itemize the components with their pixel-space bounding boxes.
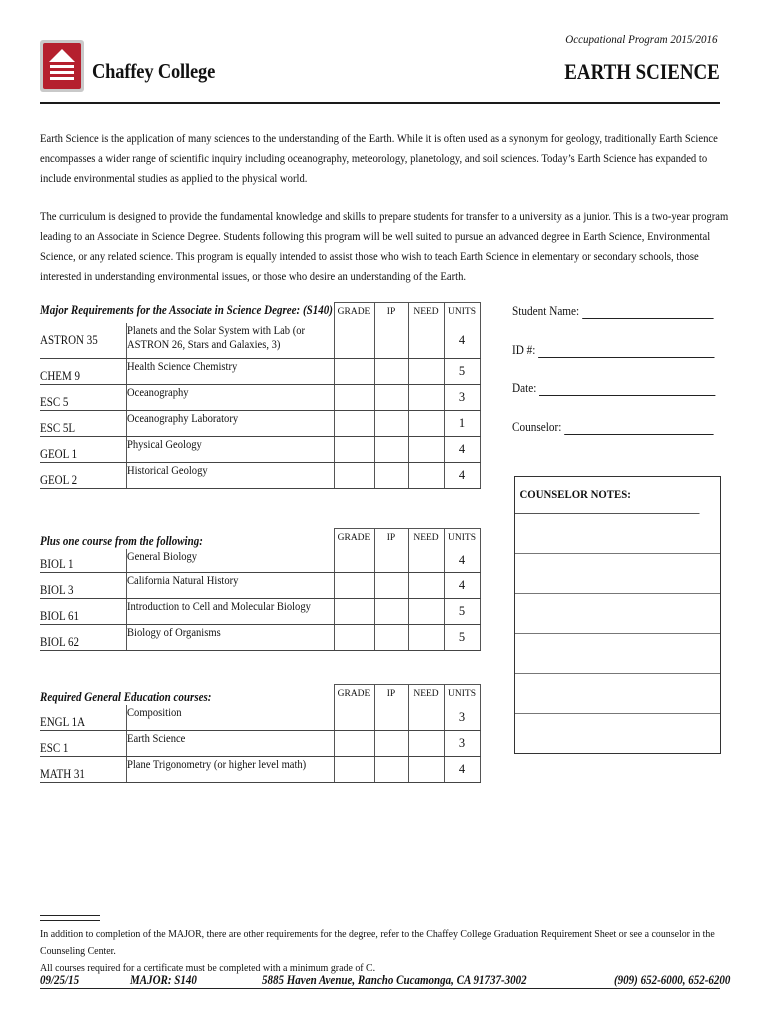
elective-section-title: Plus one course from the following: <box>40 533 203 548</box>
col-ip: IP <box>374 303 408 323</box>
units-value: 5 <box>444 359 480 385</box>
col-grade: GRADE <box>334 685 374 705</box>
grade-cell[interactable] <box>334 549 374 573</box>
course-name: California Natural History <box>126 573 238 587</box>
course-name: Planets and the Solar System with Lab (or <box>126 322 305 337</box>
ip-cell[interactable] <box>374 731 408 757</box>
footnote-divider <box>40 915 100 921</box>
grade-cell[interactable] <box>334 731 374 757</box>
ip-cell[interactable] <box>374 359 408 385</box>
footer-phone: (909) 652-6000, 652-6200 <box>614 973 731 987</box>
need-cell[interactable] <box>408 625 444 651</box>
ip-cell[interactable] <box>374 411 408 437</box>
table-row <box>40 411 480 437</box>
grade-cell[interactable] <box>334 573 374 599</box>
counselor-field[interactable] <box>512 420 714 435</box>
course-code: GEOL 2 <box>40 473 78 487</box>
units-value: 4 <box>444 757 480 783</box>
college-name: Chaffey College <box>92 59 216 83</box>
table-row <box>40 385 480 411</box>
ip-cell[interactable] <box>374 463 408 489</box>
notes-line[interactable] <box>515 554 720 594</box>
col-ip: IP <box>374 529 408 549</box>
units-value: 4 <box>444 573 480 599</box>
course-name: Earth Science <box>126 731 185 745</box>
course-name: Historical Geology <box>126 463 208 477</box>
course-name: Composition <box>126 704 182 719</box>
footer-rule <box>40 988 720 989</box>
grade-cell[interactable] <box>334 411 374 437</box>
col-grade: GRADE <box>334 303 374 323</box>
counselor-notes-box[interactable] <box>514 476 721 754</box>
course-name: Introduction to Cell and Molecular Biology <box>126 599 311 613</box>
col-units: UNITS <box>444 685 480 705</box>
table-row <box>40 599 480 625</box>
student-id-label: ID #: <box>512 343 536 357</box>
notes-line[interactable] <box>515 514 720 554</box>
major-requirements-table <box>40 302 481 489</box>
need-cell[interactable] <box>408 573 444 599</box>
units-value: 3 <box>444 385 480 411</box>
footer-date: 09/25/15 <box>40 973 80 987</box>
student-name-field[interactable] <box>512 304 713 319</box>
footer-address: 5885 Haven Avenue, Rancho Cucamonga, CA 91737-3002 <box>262 973 527 987</box>
course-name: Health Science Chemistry <box>126 359 237 373</box>
major-section-title: Major Requirements for the Associate in Science Degree: (S140) <box>40 302 333 317</box>
grade-cell[interactable] <box>334 625 374 651</box>
grade-cell[interactable] <box>334 757 374 783</box>
course-code: MATH 31 <box>40 767 85 781</box>
col-need: NEED <box>408 529 444 549</box>
date-line[interactable] <box>539 383 715 396</box>
col-units: UNITS <box>444 529 480 549</box>
intro-paragraph-1: Earth Science is the application of many sciences to the understanding of the Earth. While it is often used as a synonym for geology, traditionally Earth Science encompasses a wider range of scientific inquiry including oceanography, meteorology, planetology, and soil sciences. Today’s Earth Science has expanded to include environmental studies as applied to the physical world. <box>40 131 718 185</box>
ip-cell[interactable] <box>374 549 408 573</box>
footnote <box>40 926 724 977</box>
table-row <box>40 323 480 359</box>
course-name: Oceanography Laboratory <box>126 411 238 425</box>
chaffey-logo <box>40 40 84 92</box>
grade-cell[interactable] <box>334 463 374 489</box>
notes-line[interactable] <box>515 674 720 714</box>
table-row <box>40 757 480 783</box>
ip-cell[interactable] <box>374 599 408 625</box>
col-need: NEED <box>408 685 444 705</box>
footer-major: MAJOR: S140 <box>130 973 197 987</box>
counselor-label: Counselor: <box>512 420 562 434</box>
grade-cell[interactable] <box>334 437 374 463</box>
need-cell[interactable] <box>408 359 444 385</box>
elective-table <box>40 528 481 651</box>
ip-cell[interactable] <box>374 625 408 651</box>
footnote-line-1: In addition to completion of the MAJOR, there are other requirements for the degree, refer to the Chaffey College Graduation Requirement Sheet or see a counselor in the Counseling Center. <box>40 928 715 957</box>
course-code: CHEM 9 <box>40 369 81 383</box>
grade-cell[interactable] <box>334 359 374 385</box>
need-cell[interactable] <box>408 463 444 489</box>
need-cell[interactable] <box>408 549 444 573</box>
course-code: ESC 1 <box>40 741 69 755</box>
col-ip: IP <box>374 685 408 705</box>
ip-cell[interactable] <box>374 437 408 463</box>
program-year: Occupational Program 2015/2016 <box>565 32 718 46</box>
table-row <box>40 549 480 573</box>
need-cell[interactable] <box>408 437 444 463</box>
table-row <box>40 731 480 757</box>
ip-cell[interactable] <box>374 573 408 599</box>
header-rule <box>40 102 720 104</box>
need-cell[interactable] <box>408 731 444 757</box>
col-grade: GRADE <box>334 529 374 549</box>
course-name: Oceanography <box>126 385 189 399</box>
grade-cell[interactable] <box>334 323 374 359</box>
general-ed-table <box>40 684 481 783</box>
need-cell[interactable] <box>408 385 444 411</box>
units-value: 4 <box>444 437 480 463</box>
student-id-field[interactable] <box>512 343 715 358</box>
table-row <box>40 437 480 463</box>
course-code: GEOL 1 <box>40 447 78 461</box>
units-value: 4 <box>444 323 480 359</box>
ip-cell[interactable] <box>374 757 408 783</box>
course-code: BIOL 61 <box>40 609 80 623</box>
student-name-label: Student Name: <box>512 304 580 318</box>
grade-cell[interactable] <box>334 705 374 731</box>
course-code: ASTRON 35 <box>40 332 98 347</box>
units-value: 5 <box>444 625 480 651</box>
counselor-notes-title: COUNSELOR NOTES: <box>515 477 700 514</box>
units-value: 5 <box>444 599 480 625</box>
course-name: Plane Trigonometry (or higher level math) <box>126 757 306 771</box>
course-code: ESC 5L <box>40 421 76 435</box>
course-name: Physical Geology <box>126 437 202 451</box>
need-cell[interactable] <box>408 705 444 731</box>
grade-cell[interactable] <box>334 599 374 625</box>
table-row <box>40 463 480 489</box>
page-title: EARTH SCIENCE <box>564 59 720 84</box>
ip-cell[interactable] <box>374 705 408 731</box>
need-cell[interactable] <box>408 411 444 437</box>
course-name: General Biology <box>126 548 197 563</box>
table-row <box>40 359 480 385</box>
table-row <box>40 625 480 651</box>
notes-line[interactable] <box>515 634 720 674</box>
ip-cell[interactable] <box>374 385 408 411</box>
table-row <box>40 573 480 599</box>
course-code: ESC 5 <box>40 395 69 409</box>
ip-cell[interactable] <box>374 323 408 359</box>
counselor-line[interactable] <box>564 422 713 435</box>
units-value: 4 <box>444 549 480 573</box>
date-label: Date: <box>512 381 537 395</box>
need-cell[interactable] <box>408 323 444 359</box>
units-value: 4 <box>444 463 480 489</box>
units-value: 3 <box>444 731 480 757</box>
table-row <box>40 705 480 731</box>
units-value: 1 <box>444 411 480 437</box>
need-cell[interactable] <box>408 599 444 625</box>
student-name-line[interactable] <box>582 306 713 319</box>
footnote-line-2: All courses required for a certificate must be completed with a minimum grade of C. <box>40 962 376 974</box>
general-ed-section-title: Required General Education courses: <box>40 689 212 704</box>
course-code: BIOL 3 <box>40 583 74 597</box>
course-name: Biology of Organisms <box>126 625 221 639</box>
grade-cell[interactable] <box>334 385 374 411</box>
course-code: BIOL 1 <box>40 557 74 571</box>
notes-line[interactable] <box>515 594 720 634</box>
units-value: 3 <box>444 705 480 731</box>
notes-line[interactable] <box>515 714 720 752</box>
date-field[interactable] <box>512 381 716 396</box>
student-id-line[interactable] <box>538 345 714 358</box>
need-cell[interactable] <box>408 757 444 783</box>
col-need: NEED <box>408 303 444 323</box>
course-code: BIOL 62 <box>40 635 80 649</box>
course-code: ENGL 1A <box>40 715 86 729</box>
course-name-alt: ASTRON 26, Stars and Galaxies, 3) <box>126 336 280 351</box>
intro-paragraph-2: The curriculum is designed to provide the fundamental knowledge and skills to prepare students for transfer to a university as a junior. This is a two-year program leading to an Associate in Science Degree. Students following this program will be well suited to pursue an advanced degree in Earth Science, Environmental Science, or any related science. This program is equally intended to assist those who wish to teach Earth Science in elementary or secondary schools, those interested in understanding environmental issues, or those who desire an understanding of the Earth. <box>40 209 729 283</box>
col-units: UNITS <box>444 303 480 323</box>
